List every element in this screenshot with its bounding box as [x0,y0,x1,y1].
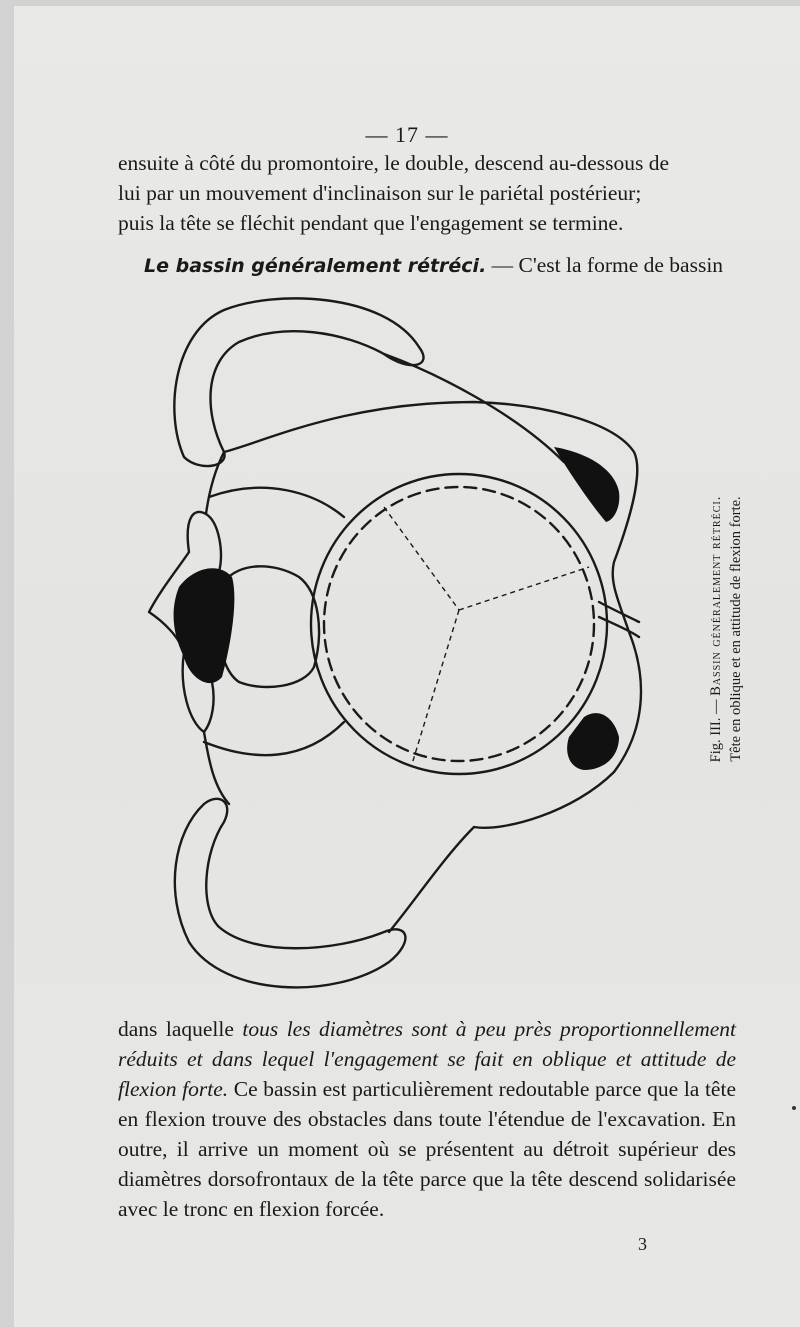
bottom-paragraph [118,1014,736,1224]
lambdoid-suture [412,610,459,764]
upper-iliac-wing [174,298,423,466]
caption-title: Bassin généralement rétréci. [708,495,724,696]
coronal-suture [459,567,589,610]
section-heading-rest: — C'est la forme de bassin [486,253,724,277]
caption-prefix: Fig. III. — [708,695,724,763]
figure-caption [676,444,744,814]
text-line: ensuite à côté du promontoire, le double, descend au-dessous de [118,151,670,175]
sacro-line-upper [209,488,344,517]
pelvis-figure [144,292,674,1002]
top-paragraph [118,148,736,238]
fetal-head [311,474,607,774]
book-page [14,6,800,1327]
text-run: Ce bassin est particulièrement redoutable parce que la tête en flexion trouve des obstacles dans toute l'étendue de l'excavation. En outre, il arrive un moment où se présentent au détroit supérieur des diamètres dorsofrontaux de la tête parce que la tête descend solidarisée avec le tronc en flexion forcée. [118,1077,736,1221]
obturator-dark-top [554,447,619,522]
section-heading: Le bassin généralement rétréci. [144,255,487,277]
sagittal-suture [384,507,459,610]
caption-line-1 [706,444,726,814]
text-run: dans laquelle [118,1017,243,1041]
signature-mark: 3 [638,1234,647,1254]
sacro-line-lower [204,722,344,755]
lower-iliac-wing [175,799,406,988]
obturator-dark-bottom [567,713,619,770]
caption-subtitle: Tête en oblique et en attitude de flexion forte. [728,496,744,762]
section-heading-line [144,250,736,281]
margin-speck [792,1106,796,1110]
fontanelle-ring [324,487,594,761]
page-number: — 17 — [365,122,449,147]
text-line: puis la tête se fléchit pendant que l'engagement se termine. [118,211,624,235]
text-run-italic: tous les diamètres sont à peu près proportionnellement réduits et dans lequel l'engagement se fait en oblique et attitude de flexion forte. [118,1017,736,1101]
text-line: lui par un mouvement d'inclinaison sur le pariétal postérieur; [118,181,642,205]
paragraph-text [118,1014,736,1224]
